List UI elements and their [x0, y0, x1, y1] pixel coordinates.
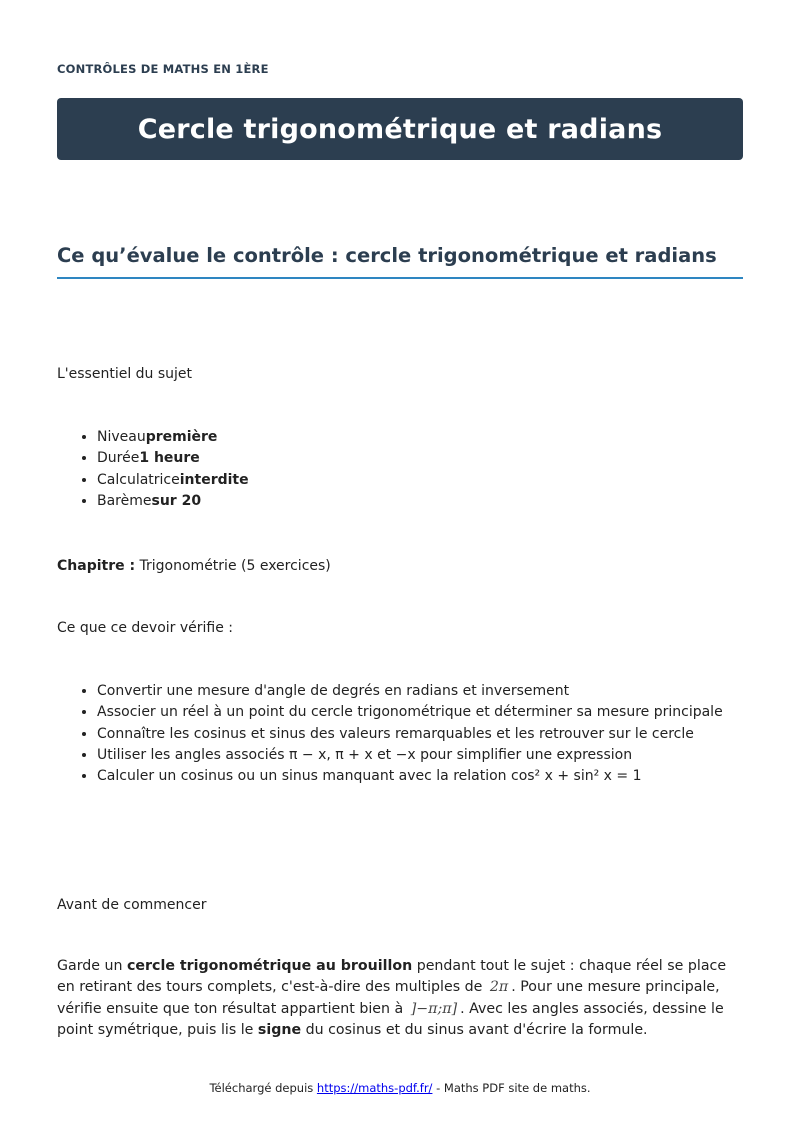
item-value: interdite [179, 471, 249, 488]
list-item: • Connaître les cosinus et sinus des valeurs remarquables et les retrouver sur le cercle [97, 724, 797, 745]
item-label: Barème [97, 492, 152, 509]
text-run: Garde un [57, 958, 128, 974]
avant-paragraph [57, 956, 747, 1041]
list-item: • Utiliser les angles associés π − x, π + x et −x pour simplifier une expression [97, 745, 797, 766]
text-run: . Pour une mesure principale, vérifie ensuite que ton résultat appartient bien à [57, 979, 720, 1017]
list-item [97, 491, 797, 512]
essentiel-heading: L'essentiel du sujet [57, 366, 193, 382]
math-interval: ]−π;π] [410, 1000, 458, 1017]
footer-prefix: Téléchargé depuis [209, 1081, 317, 1095]
list-item [97, 427, 797, 448]
section-title: Ce qu’évalue le contrôle : cercle trigonométrique et radians [57, 244, 717, 267]
page-title: Cercle trigonométrique et radians [137, 113, 663, 145]
title-banner [57, 98, 743, 160]
footer-suffix: - Maths PDF site de maths. [432, 1081, 591, 1095]
verifie-heading: Ce que ce devoir vérifie : [57, 620, 234, 636]
avant-heading: Avant de commencer [57, 897, 207, 913]
list-item: • Convertir une mesure d'angle de degrés en radians et inversement [97, 681, 797, 702]
footer [0, 1081, 800, 1095]
item-value: sur 20 [151, 492, 202, 509]
item-value: première [145, 429, 218, 445]
chapitre-line [57, 556, 331, 577]
bold-run: cercle trigonométrique au brouillon [127, 958, 413, 974]
list-item: • Calculer un cosinus ou un sinus manquant avec la relation cos² x + sin² x = 1 [97, 766, 797, 787]
text-run: pendant tout le sujet : chaque réel se place en retirant des tours complets, c'est-à-dire des multiples de [57, 958, 727, 996]
bold-run: signe [257, 1021, 302, 1038]
list-item [97, 448, 797, 469]
item-label: Durée [97, 450, 140, 467]
list-item: • Associer un réel à un point du cercle trigonométrique et déterminer sa mesure principale [97, 702, 797, 723]
section-divider [57, 277, 743, 279]
essentiel-list [57, 427, 797, 512]
item-value: 1 heure [139, 450, 200, 467]
item-label: Niveau [97, 429, 146, 445]
chapitre-label: Chapitre : [57, 558, 136, 574]
footer-link[interactable]: https://maths-pdf.fr/ [316, 1081, 433, 1095]
text-run: . Avec les angles associés, dessine le point symétrique, puis lis le [57, 1000, 724, 1038]
text-run: du cosinus et du sinus avant d'écrire la formule. [301, 1021, 648, 1038]
list-item [97, 470, 797, 491]
math-two-pi: 2π [489, 979, 509, 996]
chapitre-value: Trigonométrie (5 exercices) [135, 558, 331, 574]
item-label: Calculatrice [97, 471, 180, 488]
verifie-list [57, 681, 797, 787]
header-kicker: CONTRÔLES DE MATHS EN 1ÈRE [57, 62, 269, 76]
